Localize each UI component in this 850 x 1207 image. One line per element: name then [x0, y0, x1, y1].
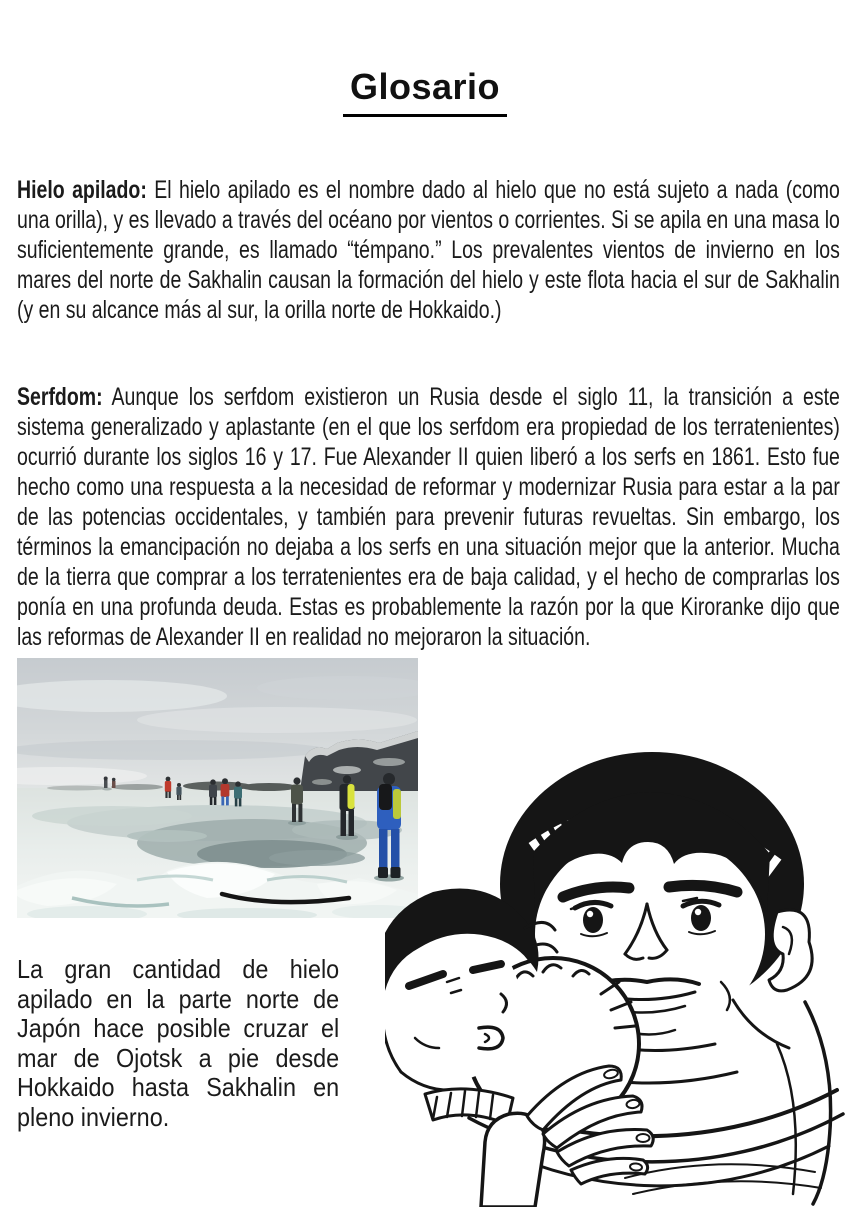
- right-eyebrow: [669, 885, 737, 892]
- photo-caption: La gran cantidad de hielo apilado en la parte norte de Japón hace posible cruzar el mar de Ojotsk a pie desde Hokkaido hasta Sakhalin en pleno invierno.: [17, 954, 340, 1132]
- page-title: [0, 66, 850, 117]
- motion-lines: [625, 1164, 821, 1194]
- puckered-mouth: [479, 1027, 503, 1049]
- neck-right: [733, 1000, 789, 1048]
- glossary-term: Hielo apilado:: [17, 176, 147, 204]
- page-title-text: Glosario: [343, 66, 507, 117]
- glossary-term: Serfdom:: [17, 383, 103, 411]
- manga-illustration: [385, 742, 850, 1207]
- glossary-definition: Aunque los serfdom existieron un Rusia desde el siglo 11, la transición a este sistema generalizado y aplastante (en el que los serfdom era propiedad de los terratenientes) ocurrió durante los siglos 16 y 17. Fue Alexander II quien liberó a los serfs en 1861. Esto fue hecho como una respuesta a la necesidad de reformar y modernizar Rusia para estar a la par de las potencias occidentales, y también para prevenir futuras revueltas. Sin embargo, los términos la emancipación no dejaba a los serfs en una situación mejor que la anterior. Mucha de la tierra que comprar a los terratenientes era de baja calidad, y el hecho de comprarlas los ponía en una profunda deuda. Estas es probablemente la razón por la que Kiroranke dijo que las reformas de Alexander II en realidad no mejoraron la situación.: [17, 383, 840, 651]
- glossary-definition: El hielo apilado es el nombre dado al hielo que no está sujeto a nada (como una orilla), y es llevado a través del océano por vientos o corrientes. Si se apila en una masa lo suficientemente grande, es llamado “témpano.” Los prevalentes vientos de invierno en los mares del norte de Sakhalin causan la formación del hielo y este flota hacia el sur de Sakhalin (y en su alcance más al sur, la orilla norte de Hokkaido.): [17, 176, 840, 324]
- glossary-entry-serfdom: [17, 382, 840, 652]
- drift-ice-photo: [17, 658, 418, 918]
- glossary-entry-hielo-apilado: [17, 175, 840, 325]
